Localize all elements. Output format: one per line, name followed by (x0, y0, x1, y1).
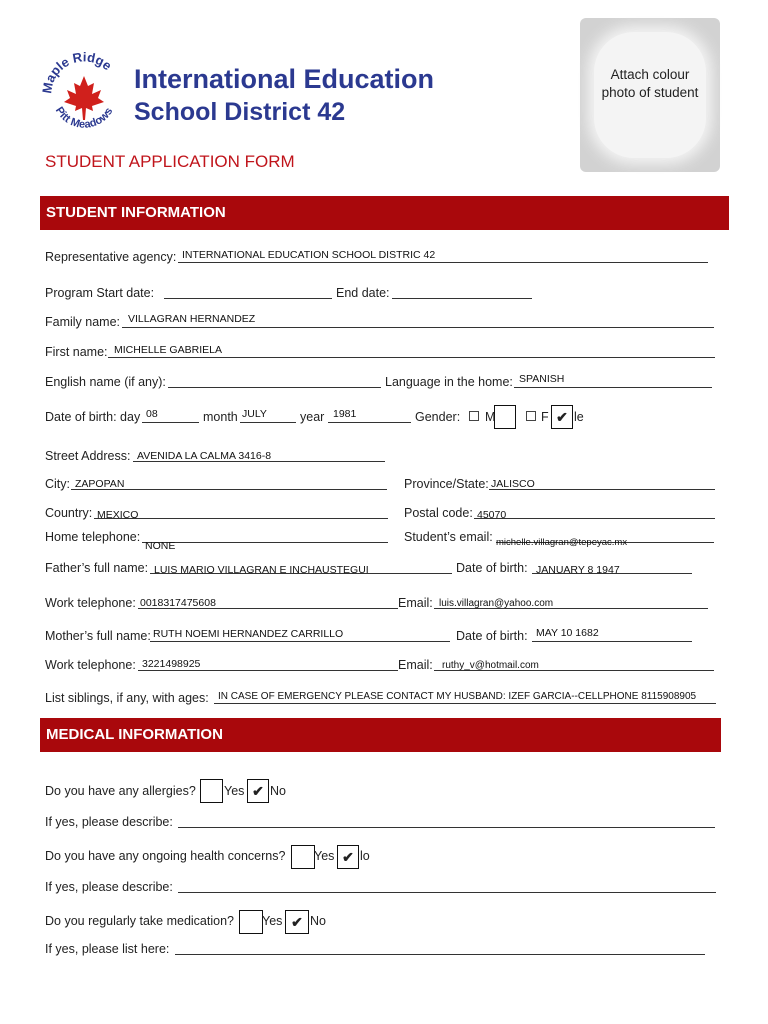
postal-label: Postal code: (404, 506, 473, 520)
language-label: Language in the home: (385, 375, 513, 389)
allergies-no-checkbox[interactable]: ✔ (247, 779, 269, 803)
siblings-label: List siblings, if any, with ages: (45, 691, 209, 705)
medication-no-checkbox[interactable]: ✔ (285, 910, 309, 934)
end-date-label: End date: (336, 286, 390, 300)
logo-text-bottom: Pitt Meadows (52, 104, 116, 131)
mother-email-label: Email: (398, 658, 433, 672)
postal-value: 45070 (477, 509, 507, 521)
father-work-telephone-label: Work telephone: (45, 596, 136, 610)
english-name-field[interactable] (168, 387, 381, 388)
section-student-information: STUDENT INFORMATION (40, 196, 729, 230)
gender-m-checkbox[interactable] (469, 411, 479, 421)
mother-name-field[interactable] (150, 641, 450, 642)
dob-month-value: JULY (242, 408, 267, 420)
header-title-line2: School District 42 (134, 98, 346, 126)
mother-work-telephone-value: 3221498925 (142, 658, 201, 670)
student-email-value: michelle.villagran@tepeyac.mx (496, 537, 628, 548)
home-telephone-field[interactable] (142, 542, 388, 543)
siblings-value: IN CASE OF EMERGENCY PLEASE CONTACT MY HUSBAND: IZEF GARCIA--CELLPHONE 8115908905 (218, 691, 697, 702)
photo-placeholder[interactable] (580, 18, 720, 172)
health-describe-label: If yes, please describe: (45, 880, 173, 894)
first-name-field[interactable] (108, 357, 715, 358)
form-title: STUDENT APPLICATION FORM (45, 152, 295, 171)
street-label: Street Address: (45, 449, 131, 463)
first-name-value: MICHELLE GABRIELA (114, 344, 222, 356)
gender-m-overlay-box[interactable] (494, 405, 516, 429)
father-dob-value: JANUARY 8 1947 (536, 564, 620, 576)
father-email-value: luis.villagran@yahoo.com (439, 598, 554, 609)
first-name-label: First name: (45, 345, 108, 359)
city-label: City: (45, 477, 70, 491)
allergies-question: Do you have any allergies? (45, 784, 196, 798)
gender-f-label-b: le (574, 410, 584, 424)
maple-leaf-icon (64, 76, 104, 120)
health-describe-field[interactable] (178, 892, 716, 893)
start-date-label: Program Start date: (45, 286, 155, 300)
allergies-yes-label: Yes (224, 784, 245, 798)
allergies-yes-checkbox[interactable] (200, 779, 223, 803)
home-telephone-label: Home telephone: (45, 530, 141, 544)
english-name-label: English name (if any): (45, 375, 166, 389)
father-email-label: Email: (398, 596, 433, 610)
medication-yes-label: Yes (262, 914, 283, 928)
section-medical-information: MEDICAL INFORMATION (40, 718, 721, 752)
mother-dob-value: MAY 10 1682 (536, 627, 599, 639)
mother-work-telephone-label: Work telephone: (45, 658, 136, 672)
allergies-describe-label: If yes, please describe: (45, 815, 173, 829)
gender-m-label: M (485, 410, 496, 424)
allergies-describe-field[interactable] (178, 827, 715, 828)
dob-month-field[interactable] (240, 422, 296, 423)
agency-label: Representative agency: (45, 250, 177, 264)
dob-label: Date of birth: day (45, 410, 141, 424)
logo-text-top: aple Ridge (42, 49, 115, 85)
father-work-telephone-value: 0018317475608 (140, 597, 216, 609)
mother-email-value: ruthy_v@hotmail.com (442, 660, 539, 671)
street-value: AVENIDA LA CALMA 3416-8 (137, 450, 272, 462)
father-dob-label: Date of birth: (456, 561, 528, 575)
father-name-value: LUIS MARIO VILLAGRAN E INCHAUSTEGUI (154, 564, 369, 576)
health-concerns-yes-checkbox[interactable] (291, 845, 315, 869)
medication-question: Do you regularly take medication? (45, 914, 234, 928)
gender-f-check[interactable]: ✔ (551, 405, 573, 429)
header-title-line1: International Education (134, 64, 435, 94)
dob-day-value: 08 (146, 408, 158, 420)
language-field[interactable] (514, 387, 712, 388)
health-concerns-yes-label: Yes (314, 849, 335, 863)
medication-list-label: If yes, please list here: (45, 942, 170, 956)
province-value: JALISCO (491, 478, 535, 490)
dob-month-label: month (203, 410, 238, 424)
mother-work-telephone-field[interactable] (138, 670, 398, 671)
health-concerns-no-checkbox[interactable]: ✔ (337, 845, 359, 869)
mother-name-label: Mother’s full name: (45, 629, 151, 643)
gender-f-label-a: F (541, 410, 549, 424)
mother-dob-label: Date of birth: (456, 629, 528, 643)
district-logo (42, 48, 126, 138)
dob-year-field[interactable] (328, 422, 411, 423)
gender-f-checkbox[interactable] (526, 411, 536, 421)
agency-value: INTERNATIONAL EDUCATION SCHOOL DISTRIC 42 (182, 249, 436, 261)
mother-dob-field[interactable] (532, 641, 692, 642)
family-name-value: VILLAGRAN HERNANDEZ (128, 313, 256, 325)
health-concerns-no-label: lo (360, 849, 370, 863)
postal-field[interactable] (474, 518, 715, 519)
medication-list-field[interactable] (175, 954, 705, 955)
dob-year-label: year (300, 410, 325, 424)
city-value: ZAPOPAN (75, 478, 125, 490)
photo-instruction: Attach colour photo of student (601, 67, 699, 100)
end-date-field[interactable] (392, 298, 532, 299)
language-value: SPANISH (519, 373, 565, 385)
family-name-field[interactable] (122, 327, 714, 328)
agency-field[interactable] (178, 262, 708, 263)
medication-no-label: No (310, 914, 326, 928)
dob-day-field[interactable] (142, 422, 199, 423)
start-date-field[interactable] (164, 298, 332, 299)
student-email-label: Student’s email: (404, 530, 493, 544)
country-label: Country: (45, 506, 93, 520)
province-label: Province/State: (404, 477, 489, 491)
home-telephone-value: NONE (145, 540, 176, 552)
father-name-label: Father’s full name: (45, 561, 149, 575)
family-name-label: Family name: (45, 315, 121, 329)
medication-yes-checkbox[interactable] (239, 910, 263, 934)
gender-label: Gender: (415, 410, 461, 424)
dob-year-value: 1981 (333, 408, 357, 420)
country-value: MEXICO (97, 509, 139, 521)
allergies-no-label: No (270, 784, 286, 798)
mother-name-value: RUTH NOEMI HERNANDEZ CARRILLO (153, 628, 344, 640)
health-concerns-question: Do you have any ongoing health concerns? (45, 849, 286, 863)
siblings-field[interactable] (214, 703, 716, 704)
